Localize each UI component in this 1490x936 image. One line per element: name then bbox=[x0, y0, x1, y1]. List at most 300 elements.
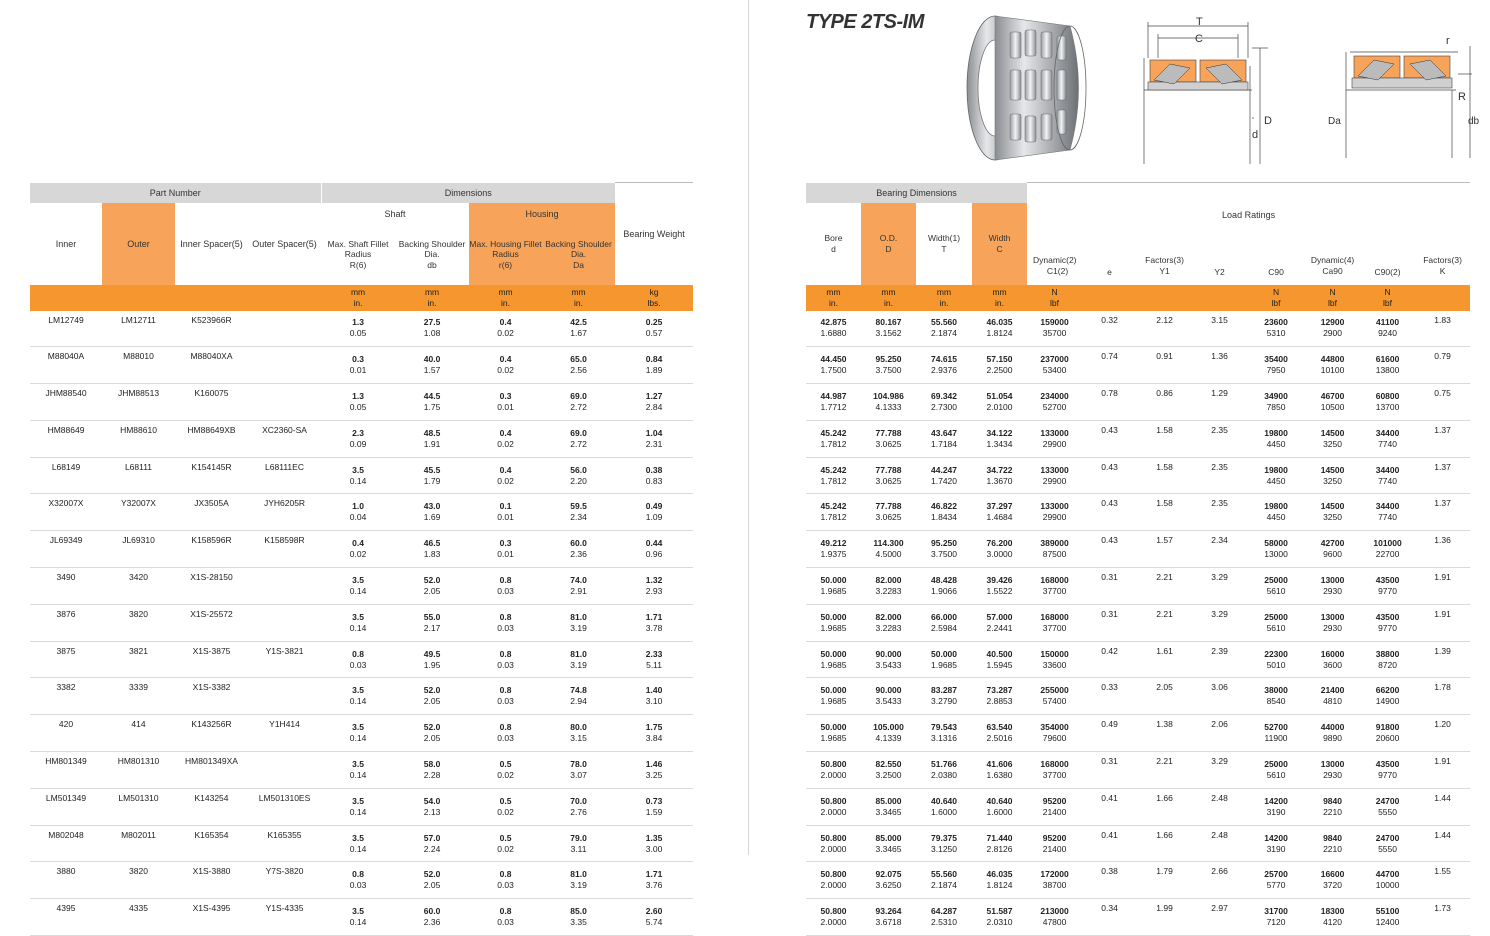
cell-c902: 24700 5550 bbox=[1360, 825, 1415, 862]
cell-inner: HM88649 bbox=[30, 420, 102, 457]
cell-inner: 3382 bbox=[30, 678, 102, 715]
cell-housing-radius: 0.4 0.02 bbox=[469, 311, 542, 347]
cell-inner-spacer: X1S-28150 bbox=[175, 568, 248, 605]
dim-label-bore: d bbox=[1252, 129, 1259, 141]
col-k: K bbox=[1439, 265, 1446, 276]
cell-weight: 1.35 3.00 bbox=[615, 825, 693, 862]
cell-y1: 1.79 bbox=[1137, 862, 1192, 899]
cell-bore: 45.242 1.7812 bbox=[806, 420, 861, 457]
cross-section-diagram-dimensions bbox=[1140, 18, 1290, 168]
cell-width-t: 46.822 1.8434 bbox=[916, 494, 972, 531]
cell-housing-dia: 74.0 2.91 bbox=[542, 568, 615, 605]
cell-od: 77.788 3.0625 bbox=[861, 457, 916, 494]
cell-y2: 2.35 bbox=[1192, 457, 1247, 494]
col-inner-spacer: Inner Spacer(5) bbox=[175, 203, 248, 285]
units-cell: mm in. bbox=[469, 285, 542, 311]
cell-width-c: 46.035 1.8124 bbox=[972, 311, 1027, 347]
cell-y2: 2.35 bbox=[1192, 420, 1247, 457]
cell-y2: 2.97 bbox=[1192, 899, 1247, 936]
cell-e: 0.78 bbox=[1082, 384, 1137, 421]
table-row bbox=[806, 384, 1470, 421]
table-row bbox=[30, 825, 693, 862]
cell-housing-dia: 80.0 3.15 bbox=[542, 715, 615, 752]
cell-y1: 1.99 bbox=[1137, 899, 1192, 936]
cell-c90: 34900 7850 bbox=[1247, 384, 1305, 421]
cell-y2: 2.35 bbox=[1192, 494, 1247, 531]
cell-e: 0.74 bbox=[1082, 347, 1137, 384]
cell-k: 1.91 bbox=[1415, 568, 1470, 605]
cell-housing-dia: 78.0 3.07 bbox=[542, 752, 615, 789]
cell-outer-spacer: K158598R bbox=[248, 531, 321, 568]
table-row bbox=[30, 420, 693, 457]
cell-ca90: 46700 10500 bbox=[1305, 384, 1360, 421]
cell-shaft-radius: 3.5 0.14 bbox=[321, 678, 395, 715]
group-load-ratings: Load Ratings bbox=[1027, 183, 1470, 247]
cell-weight: 1.46 3.25 bbox=[615, 752, 693, 789]
table-row bbox=[806, 494, 1470, 531]
cell-k: 1.37 bbox=[1415, 457, 1470, 494]
cell-c90: 38000 8540 bbox=[1247, 678, 1305, 715]
cell-bore: 50.000 1.9685 bbox=[806, 678, 861, 715]
table-row bbox=[806, 604, 1470, 641]
cell-bore: 45.242 1.7812 bbox=[806, 494, 861, 531]
cell-shaft-dia: 52.0 2.05 bbox=[395, 715, 469, 752]
cell-e: 0.43 bbox=[1082, 457, 1137, 494]
cell-bore: 49.212 1.9375 bbox=[806, 531, 861, 568]
cell-inner-spacer: JX3505A bbox=[175, 494, 248, 531]
cell-bore: 50.000 1.9685 bbox=[806, 715, 861, 752]
col-shaft-radius: Max. Shaft Fillet Radius bbox=[327, 238, 389, 260]
cell-inner: 3490 bbox=[30, 568, 102, 605]
cell-width-c: 46.035 1.8124 bbox=[972, 862, 1027, 899]
cell-e: 0.32 bbox=[1082, 311, 1137, 347]
cell-y1: 1.58 bbox=[1137, 494, 1192, 531]
cell-outer: L68111 bbox=[102, 457, 175, 494]
cell-y2: 3.29 bbox=[1192, 568, 1247, 605]
units-cell: mm in. bbox=[321, 285, 395, 311]
cell-k: 1.73 bbox=[1415, 899, 1470, 936]
units-cell: N lbf bbox=[1247, 285, 1305, 311]
cell-c90: 25000 5610 bbox=[1247, 752, 1305, 789]
cell-housing-dia: 69.0 2.72 bbox=[542, 420, 615, 457]
cell-width-t: 79.375 3.1250 bbox=[916, 825, 972, 862]
cell-outer-spacer: Y1H414 bbox=[248, 715, 321, 752]
cell-od: 93.264 3.6718 bbox=[861, 899, 916, 936]
table-row bbox=[806, 678, 1470, 715]
table-row bbox=[806, 899, 1470, 936]
cell-width-t: 74.615 2.9376 bbox=[916, 347, 972, 384]
cell-c90: 52700 11900 bbox=[1247, 715, 1305, 752]
units-cell: kg lbs. bbox=[615, 285, 693, 311]
cell-inner: 3880 bbox=[30, 862, 102, 899]
cell-y2: 2.48 bbox=[1192, 788, 1247, 825]
cell-e: 0.41 bbox=[1082, 788, 1137, 825]
cell-y1: 2.21 bbox=[1137, 604, 1192, 641]
cell-weight: 1.71 3.78 bbox=[615, 604, 693, 641]
cell-c902: 91800 20600 bbox=[1360, 715, 1415, 752]
cell-inner: 4395 bbox=[30, 899, 102, 936]
cell-width-c: 40.500 1.5945 bbox=[972, 641, 1027, 678]
cell-y1: 2.12 bbox=[1137, 311, 1192, 347]
cell-ca90: 14500 3250 bbox=[1305, 494, 1360, 531]
cell-outer-spacer bbox=[248, 384, 321, 421]
cell-width-c: 57.000 2.2441 bbox=[972, 604, 1027, 641]
cell-k: 1.78 bbox=[1415, 678, 1470, 715]
cell-outer: M802011 bbox=[102, 825, 175, 862]
load-ratings-table bbox=[806, 182, 1470, 936]
cell-ca90: 14500 3250 bbox=[1305, 420, 1360, 457]
cell-inner-spacer: K143254 bbox=[175, 788, 248, 825]
table-row bbox=[30, 457, 693, 494]
units-cell: mm in. bbox=[806, 285, 861, 311]
cell-od: 114.300 4.5000 bbox=[861, 531, 916, 568]
cell-outer: JHM88513 bbox=[102, 384, 175, 421]
cell-k: 1.91 bbox=[1415, 604, 1470, 641]
cell-shaft-dia: 52.0 2.05 bbox=[395, 862, 469, 899]
cell-c902: 43500 9770 bbox=[1360, 752, 1415, 789]
cell-outer: HM88610 bbox=[102, 420, 175, 457]
cell-width-c: 37.297 1.4684 bbox=[972, 494, 1027, 531]
cell-outer: M88010 bbox=[102, 347, 175, 384]
cross-section-diagram-shoulders bbox=[1328, 30, 1480, 160]
cell-outer-spacer: JYH6205R bbox=[248, 494, 321, 531]
cell-outer-spacer: L68111EC bbox=[248, 457, 321, 494]
cell-shaft-dia: 48.5 1.91 bbox=[395, 420, 469, 457]
table-row bbox=[30, 384, 693, 421]
table-row bbox=[806, 752, 1470, 789]
cell-od: 105.000 4.1339 bbox=[861, 715, 916, 752]
group-dimensions: Dimensions bbox=[321, 183, 615, 203]
cell-outer-spacer bbox=[248, 568, 321, 605]
cell-outer: JL69310 bbox=[102, 531, 175, 568]
cell-od: 90.000 3.5433 bbox=[861, 641, 916, 678]
cell-housing-radius: 0.8 0.03 bbox=[469, 678, 542, 715]
cell-y1: 2.21 bbox=[1137, 568, 1192, 605]
col-bore-sym: d bbox=[831, 243, 836, 254]
cell-y1: 0.86 bbox=[1137, 384, 1192, 421]
cell-ca90: 44800 10100 bbox=[1305, 347, 1360, 384]
units-cell: N lbf bbox=[1360, 285, 1415, 311]
cell-weight: 2.60 5.74 bbox=[615, 899, 693, 936]
cell-k: 0.75 bbox=[1415, 384, 1470, 421]
col-width-t: Width(1) bbox=[927, 232, 961, 243]
cell-y1: 1.38 bbox=[1137, 715, 1192, 752]
cell-width-c: 51.054 2.0100 bbox=[972, 384, 1027, 421]
cell-housing-radius: 0.8 0.03 bbox=[469, 568, 542, 605]
cell-bore: 50.800 2.0000 bbox=[806, 752, 861, 789]
cell-shaft-dia: 54.0 2.13 bbox=[395, 788, 469, 825]
cell-width-t: 40.640 1.6000 bbox=[916, 788, 972, 825]
cell-y1: 2.05 bbox=[1137, 678, 1192, 715]
cell-width-t: 44.247 1.7420 bbox=[916, 457, 972, 494]
cell-e: 0.43 bbox=[1082, 420, 1137, 457]
cell-k: 1.83 bbox=[1415, 311, 1470, 347]
cell-shaft-dia: 55.0 2.17 bbox=[395, 604, 469, 641]
cell-c902: 41100 9240 bbox=[1360, 311, 1415, 347]
cell-weight: 0.49 1.09 bbox=[615, 494, 693, 531]
cell-shaft-dia: 27.5 1.08 bbox=[395, 311, 469, 347]
cell-shaft-radius: 0.4 0.02 bbox=[321, 531, 395, 568]
cell-inner-spacer: K154145R bbox=[175, 457, 248, 494]
units-blank bbox=[1415, 285, 1470, 311]
col-y1: Y1 bbox=[1159, 265, 1170, 276]
cell-inner-spacer: M88040XA bbox=[175, 347, 248, 384]
cell-inner: LM501349 bbox=[30, 788, 102, 825]
dim-label-da: Da bbox=[1328, 116, 1341, 127]
cell-shaft-radius: 1.0 0.04 bbox=[321, 494, 395, 531]
cell-od: 80.167 3.1562 bbox=[861, 311, 916, 347]
cell-width-c: 57.150 2.2500 bbox=[972, 347, 1027, 384]
cell-outer: 3820 bbox=[102, 604, 175, 641]
cell-c902: 34400 7740 bbox=[1360, 494, 1415, 531]
table-row bbox=[30, 604, 693, 641]
col-e: e bbox=[1082, 247, 1137, 285]
cell-k: 0.79 bbox=[1415, 347, 1470, 384]
cell-outer: 4335 bbox=[102, 899, 175, 936]
cell-e: 0.49 bbox=[1082, 715, 1137, 752]
cell-od: 77.788 3.0625 bbox=[861, 420, 916, 457]
cell-inner-spacer: HM801349XA bbox=[175, 752, 248, 789]
cell-ca90: 44000 9890 bbox=[1305, 715, 1360, 752]
cell-od: 92.075 3.6250 bbox=[861, 862, 916, 899]
cell-inner: JL69349 bbox=[30, 531, 102, 568]
table-row bbox=[30, 568, 693, 605]
cell-c902: 44700 10000 bbox=[1360, 862, 1415, 899]
cell-shaft-dia: 57.0 2.24 bbox=[395, 825, 469, 862]
cell-housing-radius: 0.5 0.02 bbox=[469, 825, 542, 862]
cell-weight: 0.84 1.89 bbox=[615, 347, 693, 384]
cell-c902: 101000 22700 bbox=[1360, 531, 1415, 568]
cell-e: 0.41 bbox=[1082, 825, 1137, 862]
cell-weight: 0.38 0.83 bbox=[615, 457, 693, 494]
table-row bbox=[30, 862, 693, 899]
group-part-number: Part Number bbox=[30, 183, 321, 203]
cell-housing-dia: 70.0 2.76 bbox=[542, 788, 615, 825]
table-row bbox=[806, 715, 1470, 752]
col-bore: Bore bbox=[824, 232, 843, 243]
table-row bbox=[30, 678, 693, 715]
cell-od: 95.250 3.7500 bbox=[861, 347, 916, 384]
col-bearing-weight: Bearing Weight bbox=[615, 183, 693, 285]
cell-housing-dia: 56.0 2.20 bbox=[542, 457, 615, 494]
cell-inner-spacer: K158596R bbox=[175, 531, 248, 568]
dim-label-c: C bbox=[1195, 33, 1203, 45]
cell-bore: 50.800 2.0000 bbox=[806, 825, 861, 862]
cell-width-t: 79.543 3.1316 bbox=[916, 715, 972, 752]
units-blank bbox=[1137, 285, 1192, 311]
cell-shaft-radius: 3.5 0.14 bbox=[321, 752, 395, 789]
cell-housing-dia: 81.0 3.19 bbox=[542, 604, 615, 641]
cell-c90: 25000 5610 bbox=[1247, 568, 1305, 605]
cell-c902: 55100 12400 bbox=[1360, 899, 1415, 936]
cell-ca90: 13000 2930 bbox=[1305, 604, 1360, 641]
table-row bbox=[30, 641, 693, 678]
col-c902: C90(2) bbox=[1360, 247, 1415, 285]
cell-width-t: 55.560 2.1874 bbox=[916, 862, 972, 899]
cell-c90: 35400 7950 bbox=[1247, 347, 1305, 384]
cell-c902: 66200 14900 bbox=[1360, 678, 1415, 715]
cell-c902: 61600 13800 bbox=[1360, 347, 1415, 384]
cell-c1: 133000 29900 bbox=[1027, 420, 1082, 457]
cell-weight: 1.04 2.31 bbox=[615, 420, 693, 457]
cell-inner: 3875 bbox=[30, 641, 102, 678]
group-dynamic-4: Dynamic(4) bbox=[1310, 254, 1355, 265]
cell-width-c: 40.640 1.6000 bbox=[972, 788, 1027, 825]
cell-shaft-radius: 0.3 0.01 bbox=[321, 347, 395, 384]
table-row bbox=[806, 788, 1470, 825]
cell-shaft-dia: 58.0 2.28 bbox=[395, 752, 469, 789]
cell-ca90: 42700 9600 bbox=[1305, 531, 1360, 568]
cell-shaft-dia: 43.0 1.69 bbox=[395, 494, 469, 531]
cell-bore: 45.242 1.7812 bbox=[806, 457, 861, 494]
cell-outer-spacer: K165355 bbox=[248, 825, 321, 862]
part-number-table bbox=[30, 182, 693, 936]
cell-weight: 0.25 0.57 bbox=[615, 311, 693, 347]
cell-housing-radius: 0.3 0.01 bbox=[469, 384, 542, 421]
cell-inner-spacer: K165354 bbox=[175, 825, 248, 862]
cell-inner: 3876 bbox=[30, 604, 102, 641]
cell-outer: LM501310 bbox=[102, 788, 175, 825]
page-title: TYPE 2TS-IM bbox=[806, 11, 924, 33]
cell-width-t: 48.428 1.9066 bbox=[916, 568, 972, 605]
cell-k: 1.39 bbox=[1415, 641, 1470, 678]
cell-weight: 0.73 1.59 bbox=[615, 788, 693, 825]
cell-inner-spacer: HM88649XB bbox=[175, 420, 248, 457]
cell-width-c: 34.722 1.3670 bbox=[972, 457, 1027, 494]
cell-k: 1.91 bbox=[1415, 752, 1470, 789]
cell-housing-dia: 74.8 2.94 bbox=[542, 678, 615, 715]
cell-y2: 2.06 bbox=[1192, 715, 1247, 752]
cell-housing-dia: 81.0 3.19 bbox=[542, 641, 615, 678]
cell-bore: 50.800 2.0000 bbox=[806, 862, 861, 899]
cell-c1: 159000 35700 bbox=[1027, 311, 1082, 347]
cell-e: 0.43 bbox=[1082, 531, 1137, 568]
cell-width-t: 66.000 2.5984 bbox=[916, 604, 972, 641]
cell-inner: L68149 bbox=[30, 457, 102, 494]
cell-ca90: 16600 3720 bbox=[1305, 862, 1360, 899]
cell-inner: X32007X bbox=[30, 494, 102, 531]
table-row bbox=[30, 788, 693, 825]
cell-weight: 1.40 3.10 bbox=[615, 678, 693, 715]
cell-c90: 31700 7120 bbox=[1247, 899, 1305, 936]
cell-outer: 414 bbox=[102, 715, 175, 752]
col-shaft-dia: Backing Shoulder Dia. bbox=[398, 238, 466, 260]
cell-outer-spacer bbox=[248, 752, 321, 789]
col-housing-dia: Backing Shoulder Dia. bbox=[545, 238, 612, 260]
cell-e: 0.31 bbox=[1082, 604, 1137, 641]
table-row bbox=[806, 862, 1470, 899]
cell-ca90: 13000 2930 bbox=[1305, 752, 1360, 789]
cell-inner-spacer: K523966R bbox=[175, 311, 248, 347]
cell-e: 0.38 bbox=[1082, 862, 1137, 899]
cell-od: 104.986 4.1333 bbox=[861, 384, 916, 421]
col-od-sym: D bbox=[885, 243, 892, 254]
cell-k: 1.36 bbox=[1415, 531, 1470, 568]
cell-c902: 34400 7740 bbox=[1360, 420, 1415, 457]
col-od: O.D. bbox=[879, 232, 898, 243]
cell-c90: 14200 3190 bbox=[1247, 825, 1305, 862]
cell-width-t: 83.287 3.2790 bbox=[916, 678, 972, 715]
cell-c1: 168000 37700 bbox=[1027, 568, 1082, 605]
cell-c90: 19800 4450 bbox=[1247, 457, 1305, 494]
cell-shaft-dia: 60.0 2.36 bbox=[395, 899, 469, 936]
cell-ca90: 9840 2210 bbox=[1305, 825, 1360, 862]
cell-width-c: 34.122 1.3434 bbox=[972, 420, 1027, 457]
cell-ca90: 21400 4810 bbox=[1305, 678, 1360, 715]
cell-c1: 168000 37700 bbox=[1027, 604, 1082, 641]
cell-width-c: 41.606 1.6380 bbox=[972, 752, 1027, 789]
group-factors-b: Factors(3) bbox=[1423, 254, 1462, 265]
cell-weight: 0.44 0.96 bbox=[615, 531, 693, 568]
table-row bbox=[806, 641, 1470, 678]
cell-housing-radius: 0.8 0.03 bbox=[469, 604, 542, 641]
cell-width-c: 76.200 3.0000 bbox=[972, 531, 1027, 568]
cell-shaft-radius: 2.3 0.09 bbox=[321, 420, 395, 457]
cell-y2: 3.29 bbox=[1192, 604, 1247, 641]
cell-e: 0.33 bbox=[1082, 678, 1137, 715]
cell-shaft-radius: 3.5 0.14 bbox=[321, 457, 395, 494]
cell-bore: 50.800 2.0000 bbox=[806, 788, 861, 825]
cell-weight: 1.75 3.84 bbox=[615, 715, 693, 752]
cell-c902: 43500 9770 bbox=[1360, 568, 1415, 605]
cell-housing-dia: 65.0 2.56 bbox=[542, 347, 615, 384]
cell-housing-radius: 0.3 0.01 bbox=[469, 531, 542, 568]
units-cell: mm in. bbox=[542, 285, 615, 311]
col-housing-dia-sym: Da bbox=[573, 260, 584, 271]
cell-shaft-dia: 52.0 2.05 bbox=[395, 568, 469, 605]
col-shaft-dia-sym: db bbox=[427, 260, 437, 271]
group-shaft: Shaft bbox=[321, 203, 469, 226]
cell-c1: 389000 87500 bbox=[1027, 531, 1082, 568]
cell-inner: LM12749 bbox=[30, 311, 102, 347]
cell-outer-spacer: LM501310ES bbox=[248, 788, 321, 825]
cell-y1: 1.58 bbox=[1137, 457, 1192, 494]
cell-y2: 2.39 bbox=[1192, 641, 1247, 678]
table-row bbox=[30, 899, 693, 936]
col-ca90: Ca90 bbox=[1322, 265, 1343, 276]
col-c1: C1(2) bbox=[1046, 265, 1069, 276]
cell-width-t: 95.250 3.7500 bbox=[916, 531, 972, 568]
cell-housing-dia: 42.5 1.67 bbox=[542, 311, 615, 347]
cell-y1: 1.66 bbox=[1137, 788, 1192, 825]
cell-y2: 1.29 bbox=[1192, 384, 1247, 421]
cell-shaft-radius: 3.5 0.14 bbox=[321, 899, 395, 936]
cell-e: 0.42 bbox=[1082, 641, 1137, 678]
cell-od: 85.000 3.3465 bbox=[861, 825, 916, 862]
col-shaft-radius-sym: R(6) bbox=[349, 260, 367, 271]
cell-c1: 213000 47800 bbox=[1027, 899, 1082, 936]
cell-od: 82.550 3.2500 bbox=[861, 752, 916, 789]
units-blank bbox=[30, 285, 321, 311]
cell-ca90: 16000 3600 bbox=[1305, 641, 1360, 678]
cell-inner-spacer: X1S-3875 bbox=[175, 641, 248, 678]
cell-width-t: 64.287 2.5310 bbox=[916, 899, 972, 936]
cell-shaft-radius: 3.5 0.14 bbox=[321, 715, 395, 752]
col-width-c-sym: C bbox=[996, 243, 1003, 254]
page-divider bbox=[748, 0, 749, 855]
cell-outer: LM12711 bbox=[102, 311, 175, 347]
units-cell: N lbf bbox=[1027, 285, 1082, 311]
cell-ca90: 9840 2210 bbox=[1305, 788, 1360, 825]
cell-housing-dia: 81.0 3.19 bbox=[542, 862, 615, 899]
col-width-c: Width bbox=[988, 232, 1011, 243]
cell-shaft-dia: 49.5 1.95 bbox=[395, 641, 469, 678]
cell-weight: 1.32 2.93 bbox=[615, 568, 693, 605]
cell-shaft-radius: 3.5 0.14 bbox=[321, 568, 395, 605]
units-cell: mm in. bbox=[916, 285, 972, 311]
cell-housing-radius: 0.8 0.03 bbox=[469, 899, 542, 936]
cell-outer-spacer: XC2360-SA bbox=[248, 420, 321, 457]
